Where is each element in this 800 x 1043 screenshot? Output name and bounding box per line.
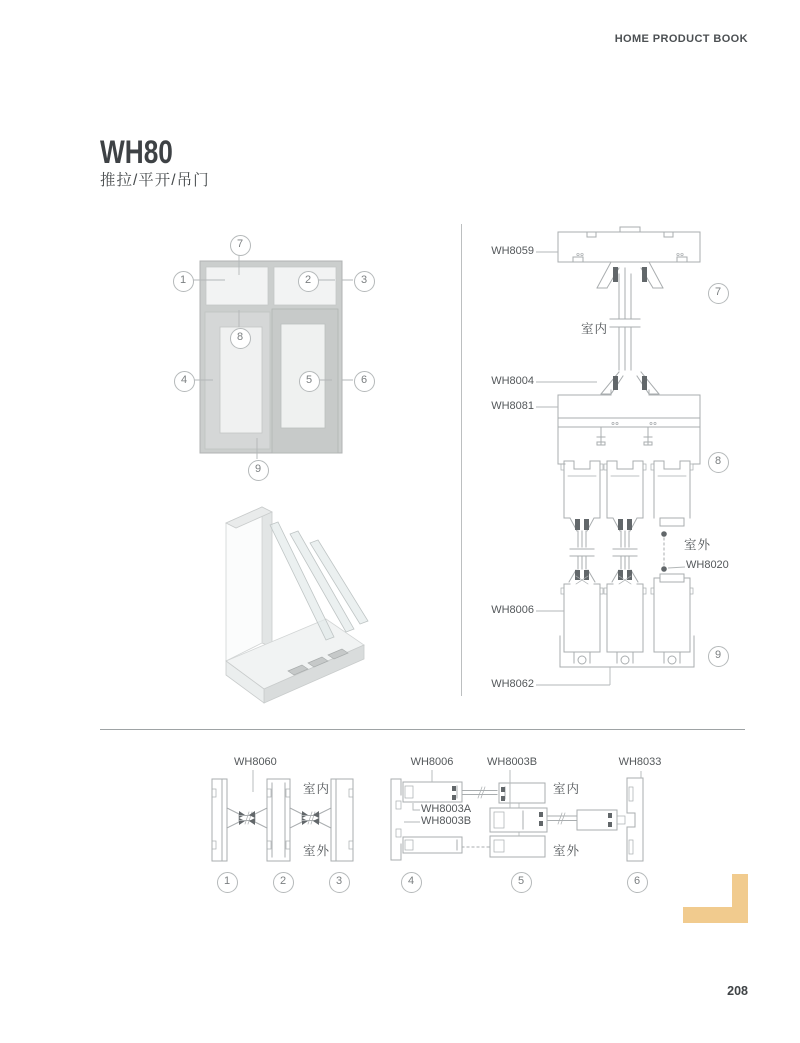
callout-section-8: 8	[708, 452, 729, 473]
label-indoor-left: 室内	[303, 782, 331, 796]
callout-7: 7	[230, 235, 251, 256]
label-wh8003a: WH8003A	[421, 803, 472, 815]
label-wh8033: WH8033	[618, 756, 662, 768]
profile-3d-render	[210, 495, 370, 710]
callout-detail-5: 5	[511, 872, 532, 893]
label-wh8081: WH8081	[491, 400, 534, 412]
corner-accent-vertical	[732, 874, 748, 923]
label-outdoor-right: 室外	[553, 844, 581, 858]
callout-detail-3: 3	[329, 872, 350, 893]
callout-4: 4	[174, 371, 195, 392]
callout-detail-2: 2	[273, 872, 294, 893]
label-wh8003b-top: WH8003B	[487, 756, 538, 768]
label-indoor-right: 室内	[553, 782, 581, 796]
callout-detail-6: 6	[627, 872, 648, 893]
callout-5: 5	[299, 371, 320, 392]
callout-section-7: 7	[708, 283, 729, 304]
label-wh8006-vertical: WH8006	[491, 604, 534, 616]
callout-section-9: 9	[708, 646, 729, 667]
section-divider	[100, 729, 745, 730]
callout-8: 8	[230, 328, 251, 349]
label-wh8020: WH8020	[686, 559, 729, 571]
page-subtitle: 推拉/平开/吊门	[100, 172, 210, 189]
label-indoor-top: 室内	[581, 322, 609, 336]
label-wh8004: WH8004	[491, 375, 534, 387]
label-wh8062: WH8062	[491, 678, 534, 690]
callout-detail-4: 4	[401, 872, 422, 893]
label-outdoor-left: 室外	[303, 844, 331, 858]
label-wh8006-horizontal: WH8006	[410, 756, 454, 768]
callout-3: 3	[354, 271, 375, 292]
book-title: HOME PRODUCT BOOK	[614, 33, 748, 45]
page-number: 208	[727, 984, 748, 998]
callout-9: 9	[248, 460, 269, 481]
page-title: WH80	[100, 134, 173, 170]
callout-2: 2	[298, 271, 319, 292]
label-wh8059: WH8059	[491, 245, 534, 257]
label-wh8003b: WH8003B	[421, 815, 472, 827]
callout-1: 1	[173, 271, 194, 292]
label-outdoor-top: 室外	[684, 538, 712, 552]
door-elevation-diagram	[165, 230, 385, 485]
callout-detail-1: 1	[217, 872, 238, 893]
label-wh8060: WH8060	[234, 756, 277, 768]
callout-6: 6	[354, 371, 375, 392]
